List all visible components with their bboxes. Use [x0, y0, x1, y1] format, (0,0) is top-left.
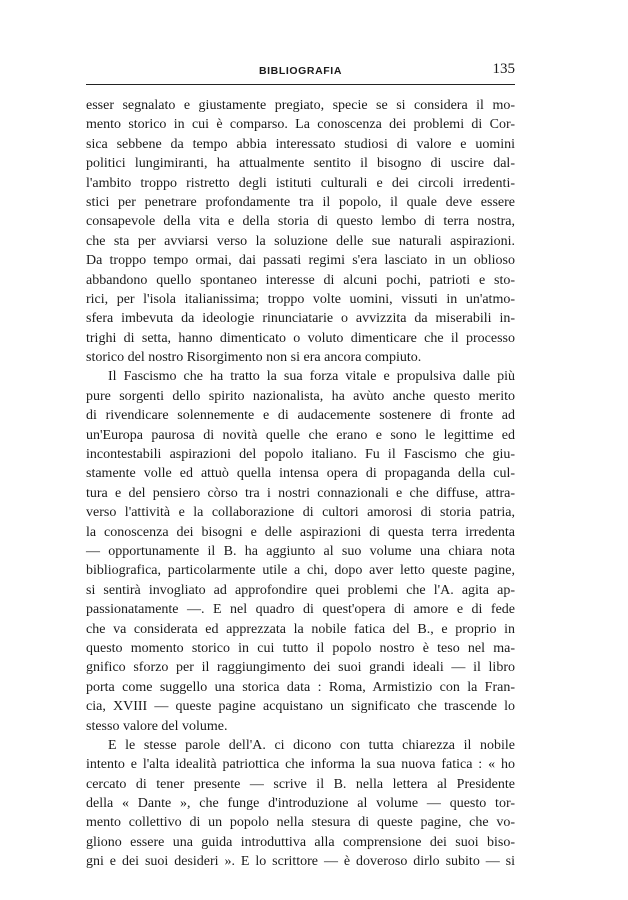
text-line: storico del nostro Risorgimento non si era ancora compiuto.: [86, 350, 422, 366]
text-line: incontestabili aspirazioni del popolo italiano. Fu il Fascismo che giu-: [86, 447, 515, 463]
text-body: [86, 96, 515, 872]
paragraph-3: [86, 736, 515, 872]
text-line: cercato di tener presente — scrive il B. nella lettera al Presidente: [86, 776, 515, 792]
running-head: BIBLIOGRAFIA: [258, 65, 343, 77]
text-line: pure sorgenti dello spirito nazionalista, ha avùto anche questo merito: [86, 388, 515, 404]
text-line: che va considerata ed apprezzata la nobile fatica del B., e proprio in: [86, 621, 515, 637]
text-line: intento e l'alta idealità patriottica che informa la sua nuova fatica : « ho: [86, 757, 515, 773]
text-line: sfera imbevuta da ideologie rinunciatarie o avvizzita da miserabili in-: [86, 311, 515, 327]
paragraph-2: [86, 367, 515, 735]
text-line: mento collettivo di un popolo nella stesura di queste pagine, che vo-: [86, 815, 515, 831]
text-line: E le stesse parole dell'A. ci dicono con tutta chiarezza il nobile: [108, 737, 515, 753]
text-line: politici lungimiranti, ha attualmente sentito il bisogno di uscire dal-: [86, 156, 515, 172]
paragraph-1: [86, 96, 515, 367]
text-line: porta come suggello una storica data : Roma, Armistizio con la Fran-: [86, 679, 515, 695]
text-line: passionatamente —. E nel quadro di quest'opera di amore e di fede: [86, 602, 515, 618]
text-line: bibliografica, particolarmente utile a chi, dopo aver letto queste pagine,: [86, 563, 515, 579]
page-header: [86, 61, 515, 81]
text-line: la conoscenza dei bisogni e delle aspirazioni di questa terra irredenta: [86, 524, 515, 540]
text-line: questo momento storico in cui tutto il popolo nostro è teso nel ma-: [86, 640, 515, 656]
text-line: stesso valore del volume.: [86, 718, 228, 734]
text-line: rici, per l'isola italianissima; troppo volte uomini, vissuti in un'atmo-: [86, 291, 515, 307]
text-line: un'Europa paurosa di novità quelle che erano e sono le legittime ed: [86, 427, 515, 443]
text-line: verso l'attività e la collaborazione di cultori amorosi di storia patria,: [86, 505, 515, 521]
text-line: Da troppo tempo ormai, dai passati regimi s'era lasciato in un oblioso: [86, 253, 515, 269]
text-line: Il Fascismo che ha tratto la sua forza vitale e propulsiva dalle più: [108, 369, 515, 385]
text-line: cia, XVIII — queste pagine acquistano un significato che trascende lo: [86, 699, 515, 715]
text-line: sica sebbene da tempo abbia interessato studiosi di valore e uomini: [86, 136, 515, 152]
text-line: stamente volle ed attuò quella intensa opera di propaganda della cul-: [86, 466, 515, 482]
text-line: abbandono quello spontaneo interesse di alcuni pochi, patrioti e sto-: [86, 272, 515, 288]
text-line: esser segnalato e giustamente pregiato, specie se si considera il mo-: [86, 98, 515, 113]
text-line: mento storico in cui è comparso. La conoscenza dei problemi di Cor-: [86, 117, 515, 133]
text-line: consapevole della vita e della storia di questo lembo di terra nostra,: [86, 214, 515, 230]
text-line: si sentirà invogliato ad approfondire quei problemi che l'A. agita ap-: [86, 582, 515, 598]
text-line: che sta per avviarsi verso la soluzione delle sue naturali aspirazioni.: [86, 233, 515, 249]
header-rule: [86, 84, 515, 85]
text-line: stici per penetrare profondamente tra il popolo, il quale deve essere: [86, 194, 515, 210]
text-line: della « Dante », che funge d'introduzione al volume — questo tor-: [86, 796, 515, 812]
text-line: tura e del pensiero còrso tra i nostri connazionali e che diffuse, attra-: [86, 485, 515, 501]
text-line: di rivendicare solennemente e di audacemente sostenere di fronte ad: [86, 408, 515, 424]
text-line: trighi di setta, hanno dimenticato o voluto dimenticare che il processo: [86, 330, 515, 346]
text-line: gni e dei suoi desideri ». E lo scrittore — è doveroso dirlo subito — si: [86, 854, 515, 870]
text-line: — opportunamente il B. ha aggiunto al suo volume una chiara nota: [86, 543, 515, 559]
text-line: gliono essere una guida introduttiva alla comprensione dei suoi biso-: [86, 834, 515, 850]
page-number: 135: [492, 61, 515, 77]
text-line: l'ambito troppo ristretto degli istituti culturali e dei circoli irredenti-: [86, 175, 515, 191]
text-line: gnifico sforzo per il raggiungimento dei suoi grandi ideali — il libro: [86, 660, 515, 676]
